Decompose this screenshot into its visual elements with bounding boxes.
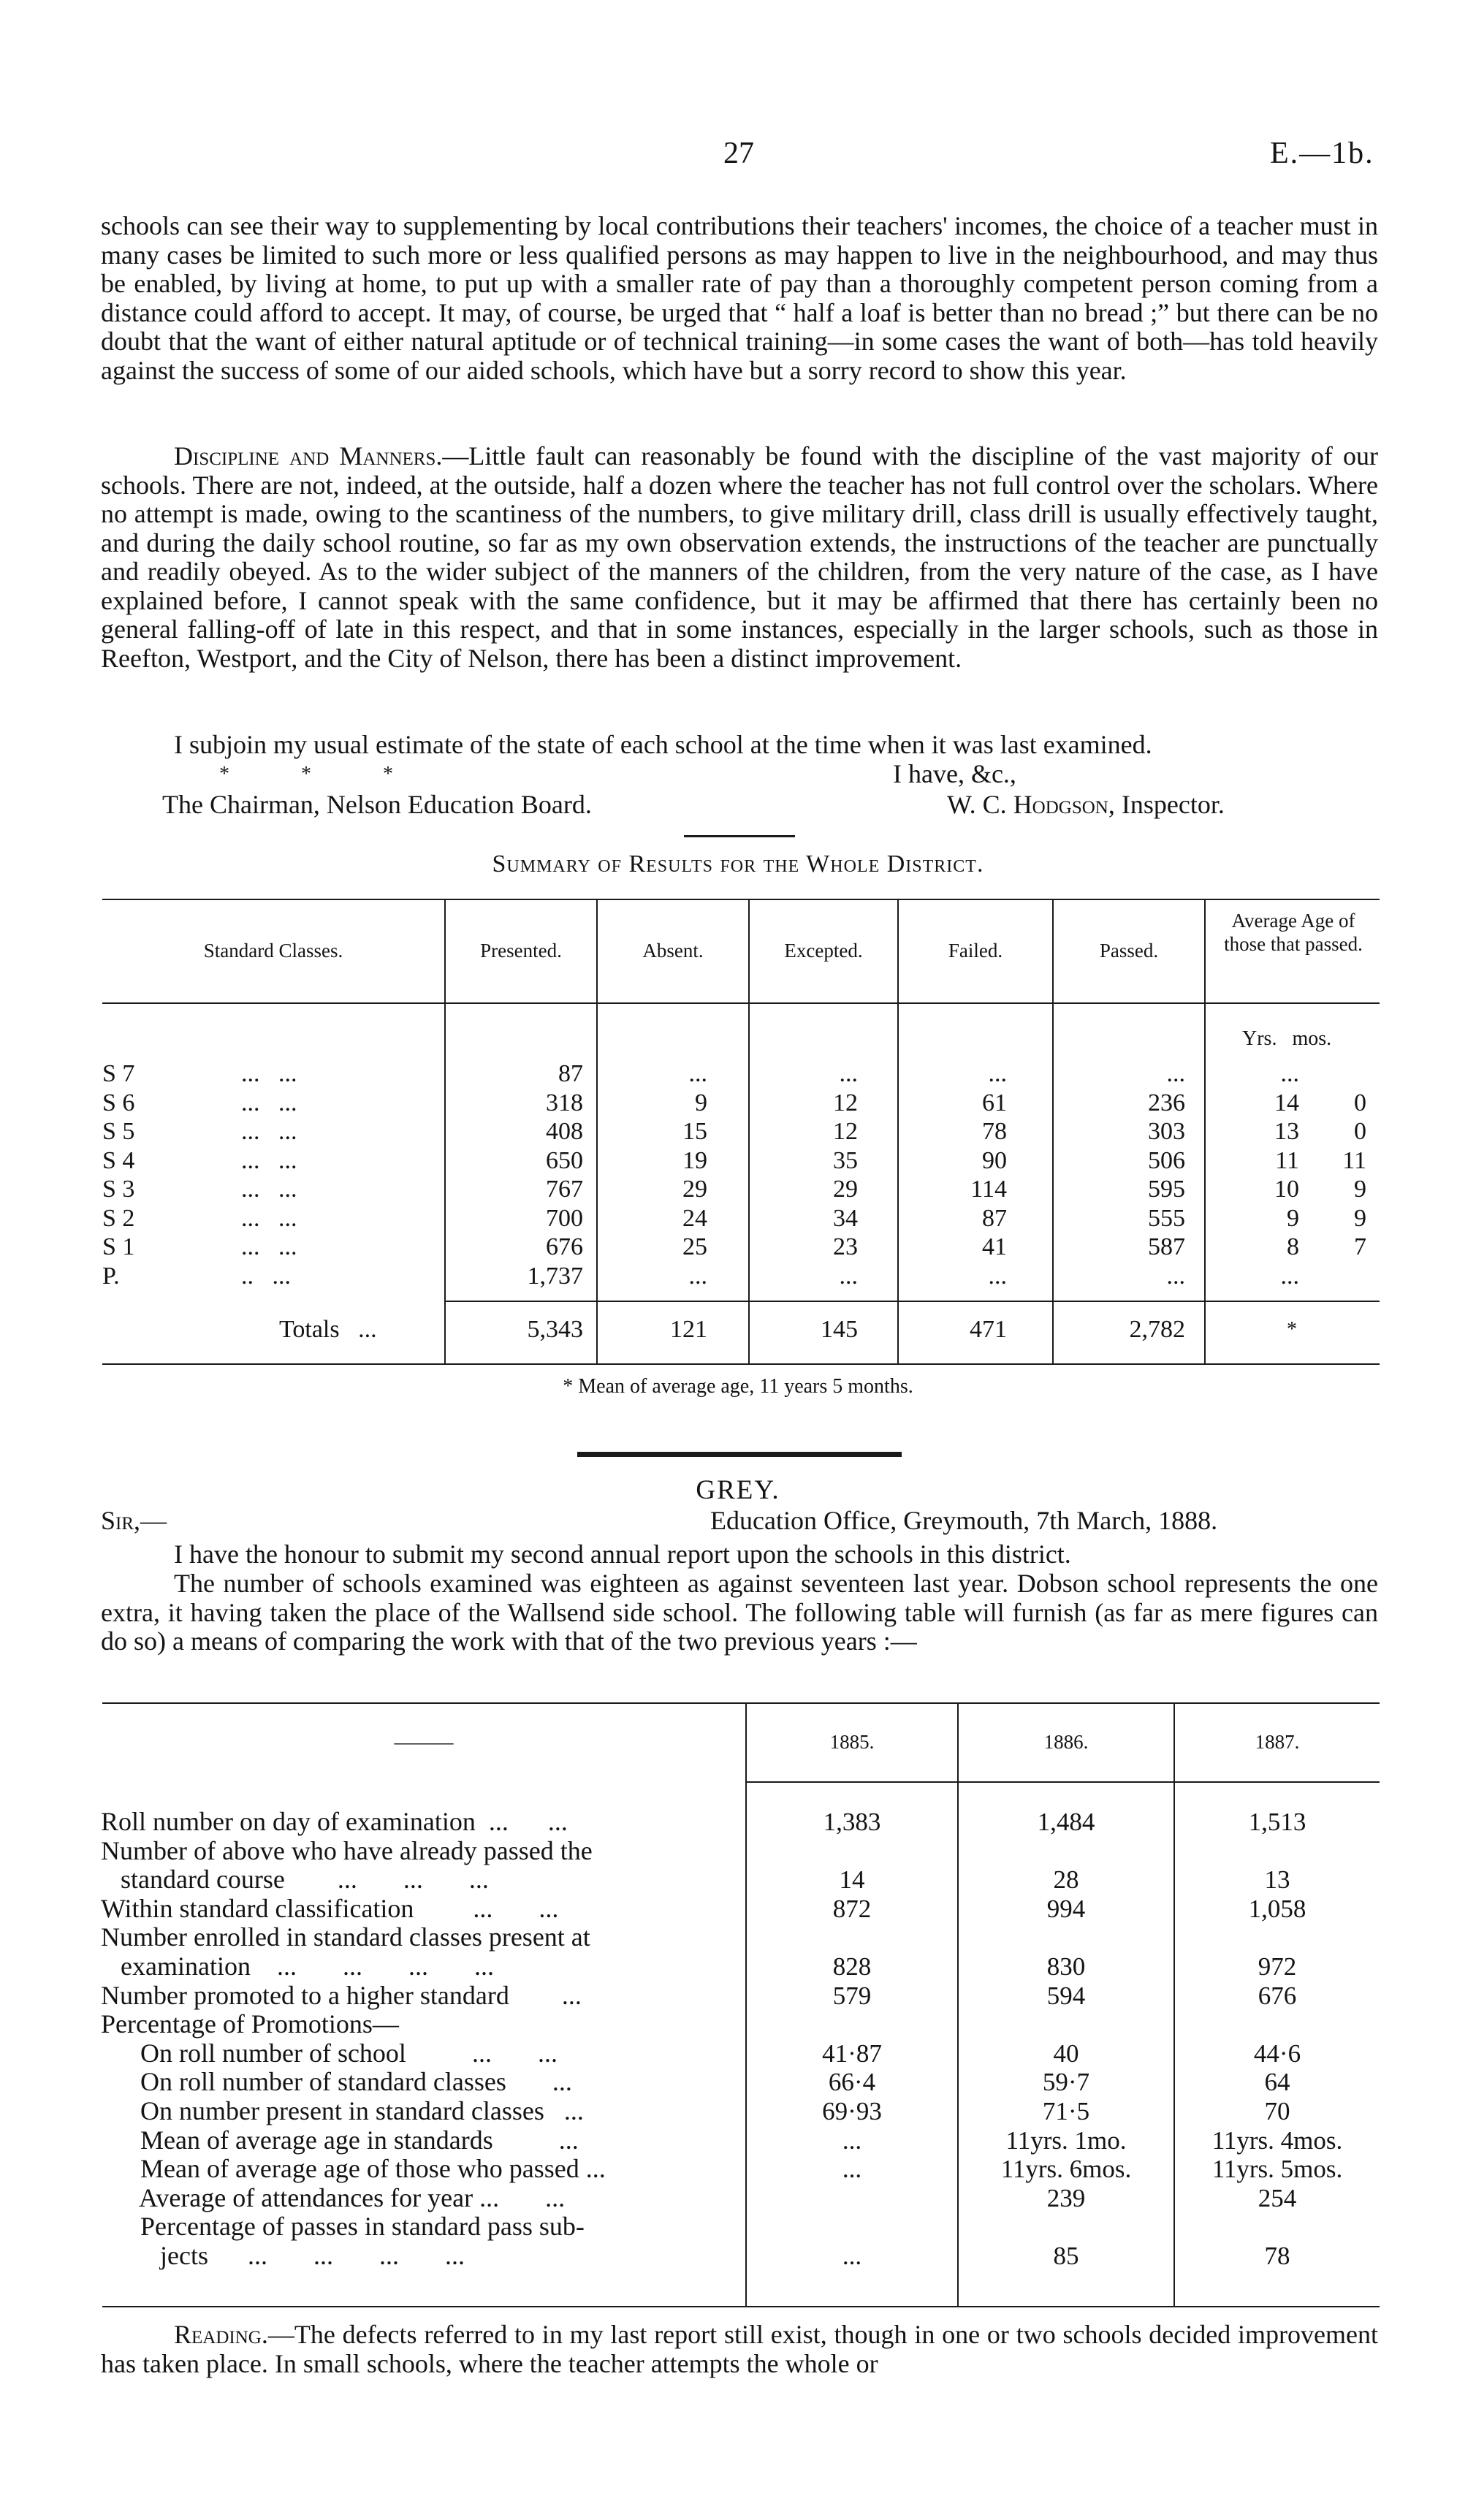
summary-cell-excepted: 35 [833,1146,858,1174]
comparison-cell-1885: 66·4 [828,2068,876,2097]
summary-table-title: Summary of Results for the Whole District. [492,850,984,878]
summary-cell-presented: 1,737 [527,1262,583,1290]
comparison-row-label: Number enrolled in standard classes present at [101,1922,590,1952]
comparison-row-label: Percentage of Promotions— [101,2009,399,2039]
comparison-cell-1887: 1,513 [1248,1808,1306,1836]
paragraph-discipline [101,442,1378,673]
comparison-cell-1887: 11yrs. 4mos. [1211,2125,1343,2155]
comparison-cell-1885: 41·87 [822,2039,882,2068]
summary-cell-absent: ... [688,1262,707,1290]
totals-absent: 121 [670,1316,707,1343]
summary-cell-passed: 506 [1148,1146,1185,1174]
summary-cell-failed: 61 [982,1089,1007,1116]
summary-cell-failed: 87 [982,1204,1007,1232]
summary-cell-passed: 303 [1148,1118,1185,1145]
summary-cell-yrs: 14 [1274,1089,1299,1116]
summary-cell-failed: ... [988,1060,1007,1087]
row-leader-dots: .. ... [241,1262,291,1290]
row-standard-label: S 6 [102,1089,135,1116]
summary-cell-absent: 9 [695,1089,707,1116]
summary-cell-mos: 0 [1354,1118,1366,1145]
totals-passed: 2,782 [1129,1316,1185,1343]
summary-cell-presented: 87 [558,1060,583,1087]
comparison-cell-1887: 972 [1258,1952,1297,1981]
grey-salutation: Sir,— [101,1506,167,1535]
summary-cell-passed: 587 [1148,1233,1185,1260]
comparison-cell-1886: 28 [1053,1865,1079,1895]
comparison-cell-1886: 40 [1053,2039,1079,2068]
comparison-header-rule [747,1781,1380,1783]
comparison-cell-1885: 579 [832,1981,872,2010]
comparison-blank-header: ——— [394,1731,454,1753]
col-header-failed: Failed. [948,940,1003,962]
addressee: The Chairman, Nelson Education Board. [162,790,592,819]
summary-cell-mos: 7 [1354,1233,1366,1260]
comparison-row-label: Percentage of passes in standard pass sub- [101,2212,585,2242]
summary-cell-absent: 25 [682,1233,707,1260]
year-header: 1887. [1255,1731,1300,1753]
comparison-cell-1886: 11yrs. 1mo. [1005,2125,1127,2155]
summary-cell-presented: 650 [546,1146,583,1174]
year-header: 1885. [829,1731,875,1753]
summary-cell-excepted: 23 [833,1233,858,1260]
summary-cell-failed: 90 [982,1146,1007,1174]
row-leader-dots: ... ... [241,1176,297,1203]
summary-cell-failed: 78 [982,1118,1007,1145]
paragraph-aided-schools: schools can see their way to supplementing by local contributions their teachers' incomes, the choice of a teacher must in many cases be limited to such more or less qualified persons as may happen to live in the neighbourhood, and may thus be enabled, by living at home, to put up with a smaller rate of pay than a thoroughly competent person coming from a distance could afford to accept. It may, of course, be urged that “ half a loaf is better than no bread ;” but there can be no doubt that the want of either natural aptitude or of technical training—in some cases the want of both—has told heavily against the success of some of our aided schools, which have but a sorry record to show this year. [101,211,1378,385]
comparison-row-label: On roll number of standard classes ... [101,2067,572,2097]
summary-cell-passed: ... [1166,1060,1185,1087]
comparison-cell-1885: 14 [839,1865,865,1895]
totals-label: Totals ... [279,1316,377,1343]
comparison-row-label: Within standard classification ... ... [101,1893,559,1923]
comparison-cell-1885: ... [842,2155,862,2184]
section-heading-reading: Reading. [174,2320,268,2349]
row-leader-dots: ... ... [241,1060,297,1087]
summary-cell-presented: 318 [546,1089,583,1116]
comparison-bottom-rule [102,2306,1380,2307]
comparison-row-label: Number of above who have already passed the [101,1835,593,1865]
comparison-row-label: Average of attendances for year ... ... [101,2182,566,2212]
comparison-cell-1887: 1,058 [1248,1894,1306,1923]
section-heading-discipline: Discipline and Manners. [174,441,443,471]
summary-cell-failed: 41 [982,1233,1007,1260]
row-standard-label: S 2 [102,1204,135,1232]
comparison-cell-1885: 828 [832,1952,872,1981]
row-leader-dots: ... ... [241,1089,297,1116]
comparison-cell-1887: 44·6 [1253,2039,1301,2068]
summary-cell-excepted: ... [839,1262,858,1290]
summary-cell-mos: 9 [1354,1204,1366,1232]
summary-cell-presented: 700 [546,1204,583,1232]
summary-cell-mos: 11 [1342,1146,1366,1174]
comparison-cell-1887: 70 [1264,2097,1290,2125]
comparison-cell-1886: 59·7 [1042,2068,1090,2097]
paragraph-reading-body: —The defects referred to in my last report still exist, though in one or two schools decided improvement has taken place. In small schools, where the teacher attempts the whole or [101,2320,1378,2378]
comparison-cell-1885: ... [842,2242,862,2270]
year-header: 1886. [1043,1731,1089,1753]
row-standard-label: S 5 [102,1118,135,1145]
summary-cell-failed: ... [988,1262,1007,1290]
summary-cell-passed: 555 [1148,1204,1185,1232]
short-rule [684,835,795,837]
col-header-average-age: Average Age of those that passed. [1224,910,1363,955]
grey-paragraph-2: The number of schools examined was eighteen as against seventeen last year. Dobson school represents the one extra, it having taken the place of the Wallsend side school. The following table will furnish (as far as mere figures can do so) a means of comparing the work with that of the two previous years :— [101,1569,1378,1656]
summary-cell-mos: 0 [1354,1089,1366,1116]
summary-cell-excepted: 34 [833,1204,858,1232]
summary-cell-yrs: 9 [1287,1204,1299,1232]
comparison-row-label: Mean of average age of those who passed ... [101,2154,606,2184]
summary-cell-yrs: 11 [1275,1146,1299,1174]
comparison-row-label: examination ... ... ... ... [101,1952,494,1981]
age-unit-label: Yrs. mos. [1242,1027,1332,1050]
comparison-cell-1885: 1,383 [823,1808,881,1836]
summary-cell-absent: 15 [682,1118,707,1145]
summary-cell-failed: 114 [970,1176,1007,1203]
col-header-passed: Passed. [1099,940,1159,962]
summary-header-rule [102,1002,1380,1004]
signature-title: , Inspector. [1108,790,1225,819]
summary-cell-excepted: ... [839,1060,858,1087]
comparison-cell-1886: 71·5 [1042,2097,1090,2125]
totals-excepted: 145 [821,1316,858,1343]
summary-cell-absent: 19 [682,1146,707,1174]
signature-initials: W. C. [947,790,1007,819]
row-leader-dots: ... ... [241,1146,297,1174]
summary-cell-passed: 595 [1148,1176,1185,1203]
totals-age: * [1287,1318,1297,1341]
summary-cell-presented: 767 [546,1176,583,1203]
comparison-cell-1886: 994 [1046,1894,1086,1923]
summary-cell-absent: 24 [682,1204,707,1232]
summary-cell-yrs: ... [1280,1060,1299,1087]
col-header-presented: Presented. [480,940,562,962]
paragraph-estimate: I subjoin my usual estimate of the state of each school at the time when it was last examined. [174,730,1152,759]
comparison-cell-1887: 254 [1258,2183,1297,2212]
summary-cell-excepted: 29 [833,1176,858,1203]
comparison-row-label: jects ... ... ... ... [101,2241,465,2270]
comparison-row-label: On number present in standard classes ... [101,2096,584,2125]
row-standard-label: S 4 [102,1146,135,1174]
comparison-cell-1887: 13 [1264,1865,1290,1895]
page-number: 27 [723,137,754,170]
grey-heading: GREY. [696,1475,780,1505]
comparison-row-label: On roll number of school ... ... [101,2038,558,2068]
summary-cell-excepted: 12 [833,1118,858,1145]
comparison-cell-1886: 830 [1046,1952,1086,1981]
col-header-excepted: Excepted. [784,940,863,962]
col-header-absent: Absent. [642,940,704,962]
signature-name: Hodgson [1013,790,1108,819]
paragraph-reading [101,2321,1378,2378]
comparison-cell-1886: 239 [1046,2183,1086,2212]
comparison-cell-1885: 69·93 [822,2097,882,2125]
summary-totals-rule [446,1301,1380,1302]
comparison-row-label: Mean of average age in standards ... [101,2125,579,2155]
thick-section-rule [577,1452,902,1457]
summary-footnote: * Mean of average age, 11 years 5 months. [563,1375,913,1398]
totals-failed: 471 [970,1316,1007,1343]
totals-presented: 5,343 [527,1316,583,1343]
row-standard-label: S 3 [102,1176,135,1203]
row-leader-dots: ... ... [241,1233,297,1260]
summary-cell-passed: 236 [1148,1089,1185,1116]
summary-cell-presented: 676 [546,1233,583,1260]
col-header-standard: Standard Classes. [203,940,343,962]
comparison-cell-1886: 1,484 [1037,1808,1095,1836]
comparison-cell-1885: ... [842,2125,862,2155]
paragraph-discipline-body: —Little fault can reasonably be found with the discipline of the vast majority of our schools. There are not, indeed, at the outside, half a dozen where the teacher has not full control over the scholars. Where no attempt is made, owing to the scantiness of the numbers, to give military drill, class drill is usually effectively taught, and during the daily school routine, so far as my own observation extends, the instructions of the teacher are punctually and readily obeyed. As to the wider subject of the manners of the children, from the very nature of the case, as I have explained before, I cannot speak with the same confidence, but it may be affirmed that there has certainly been no general falling-off of late in this respect, and that in some instances, especially in the larger schools, such as those in Reefton, Westport, and the City of Nelson, there has been a distinct improvement. [101,441,1378,673]
comparison-top-rule [102,1702,1380,1704]
comparison-cell-1886: 85 [1053,2242,1079,2270]
summary-cell-absent: ... [688,1060,707,1087]
row-leader-dots: ... ... [241,1204,297,1232]
comparison-cell-1887: 78 [1264,2242,1290,2270]
closing-line: I have, &c., [893,759,1016,788]
summary-top-rule [102,899,1380,900]
summary-cell-mos: 9 [1354,1176,1366,1203]
row-standard-label: S 1 [102,1233,135,1260]
comparison-row-label: standard course ... ... ... [101,1865,489,1895]
summary-cell-yrs: 8 [1287,1233,1299,1260]
summary-cell-excepted: 12 [833,1089,858,1116]
summary-cell-passed: ... [1166,1262,1185,1290]
comparison-cell-1887: 64 [1264,2068,1290,2097]
summary-cell-yrs: ... [1280,1262,1299,1290]
comparison-cell-1887: 11yrs. 5mos. [1211,2155,1343,2184]
summary-cell-presented: 408 [546,1118,583,1145]
row-standard-label: S 7 [102,1060,135,1087]
row-leader-dots: ... ... [241,1118,297,1145]
summary-cell-yrs: 10 [1274,1176,1299,1203]
row-standard-label: P. [102,1262,120,1290]
grey-paragraph-1: I have the honour to submit my second annual report upon the schools in this district. [174,1539,1071,1569]
summary-bottom-rule [102,1363,1380,1365]
comparison-cell-1887: 676 [1258,1981,1297,2010]
comparison-cell-1886: 11yrs. 6mos. [1000,2155,1132,2184]
grey-dateline: Education Office, Greymouth, 7th March, 1888. [710,1506,1218,1535]
comparison-cell-1886: 594 [1046,1981,1086,2010]
asterisks-line: * * * [219,763,393,785]
comparison-row-label: Roll number on day of examination ... ... [101,1807,568,1836]
signature [947,789,1225,820]
comparison-row-label: Number promoted to a higher standard ... [101,1980,582,2010]
report-code: E.—1b. [1270,137,1374,170]
summary-cell-absent: 29 [682,1176,707,1203]
summary-cell-yrs: 13 [1274,1118,1299,1145]
comparison-cell-1885: 872 [832,1894,872,1923]
